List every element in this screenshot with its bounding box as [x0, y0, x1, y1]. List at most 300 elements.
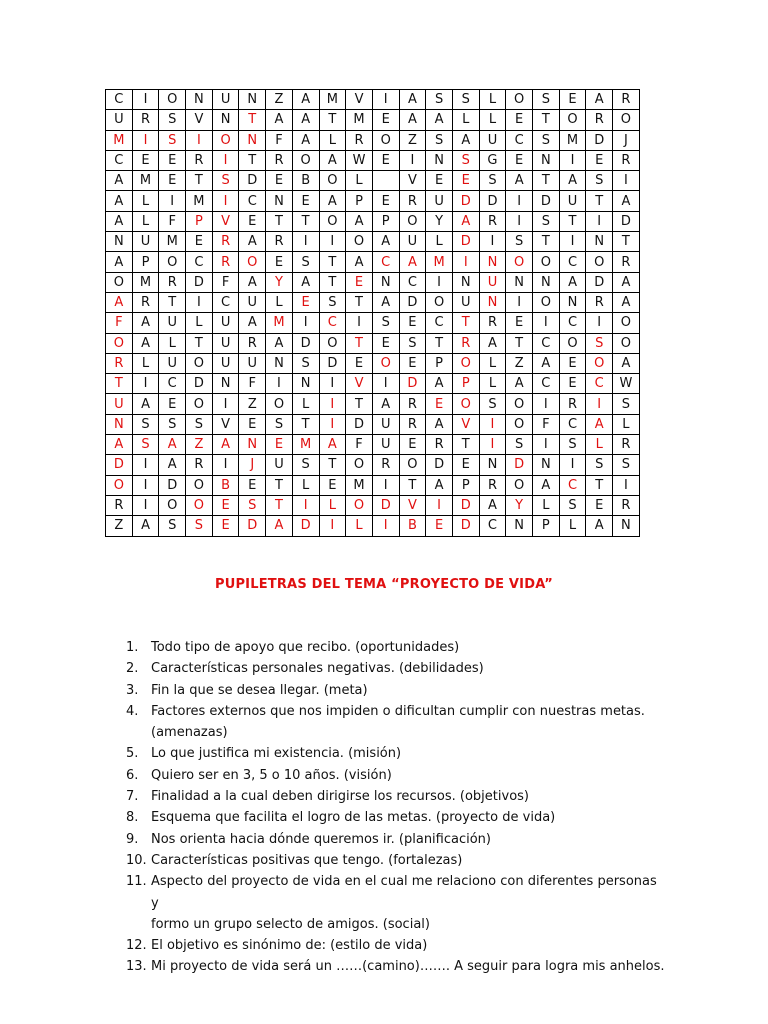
grid-cell: W — [346, 150, 373, 170]
grid-cell: O — [586, 353, 613, 373]
grid-row — [106, 455, 640, 475]
grid-cell: I — [559, 232, 586, 252]
grid-cell: D — [399, 292, 426, 312]
grid-cell: C — [426, 313, 453, 333]
grid-cell: O — [212, 130, 239, 150]
grid-cell: D — [372, 495, 399, 515]
grid-cell: I — [426, 495, 453, 515]
grid-cell: A — [292, 130, 319, 150]
grid-cell: O — [159, 90, 186, 110]
grid-cell: M — [159, 232, 186, 252]
grid-cell: R — [613, 252, 640, 272]
grid-cell: Z — [266, 90, 293, 110]
grid-cell: T — [399, 475, 426, 495]
grid-cell: N — [426, 150, 453, 170]
clue-text: Fin la que se desea llegar. (meta) — [151, 682, 368, 698]
page-title: PUPILETRAS DEL TEMA “PROYECTO DE VIDA” — [214, 577, 554, 592]
grid-cell: I — [479, 232, 506, 252]
grid-cell: O — [159, 495, 186, 515]
grid-cell: U — [132, 232, 159, 252]
grid-cell: T — [266, 495, 293, 515]
grid-row — [106, 475, 640, 495]
grid-cell: I — [186, 130, 213, 150]
grid-cell: V — [346, 374, 373, 394]
grid-cell: F — [239, 374, 266, 394]
grid-cell: T — [319, 272, 346, 292]
grid-cell: O — [399, 455, 426, 475]
grid-cell: F — [212, 272, 239, 292]
grid-cell: A — [106, 435, 133, 455]
grid-cell: T — [346, 394, 373, 414]
grid-cell: F — [106, 313, 133, 333]
grid-cell: Z — [186, 435, 213, 455]
grid-row — [106, 171, 640, 191]
grid-cell: A — [506, 171, 533, 191]
grid-cell: N — [533, 272, 560, 292]
grid-row — [106, 90, 640, 110]
grid-cell: U — [212, 90, 239, 110]
grid-cell: T — [346, 292, 373, 312]
grid-cell: I — [292, 232, 319, 252]
grid-cell: C — [533, 374, 560, 394]
grid-cell: A — [266, 333, 293, 353]
grid-cell: E — [346, 272, 373, 292]
grid-cell: A — [266, 110, 293, 130]
grid-row — [106, 211, 640, 231]
grid-cell: F — [266, 130, 293, 150]
clue-number: 7. — [126, 789, 139, 805]
grid-row — [106, 110, 640, 130]
grid-cell: L — [292, 475, 319, 495]
clue-text-continued: (amenazas) — [151, 725, 228, 741]
grid-cell: U — [452, 292, 479, 312]
grid-cell: A — [452, 130, 479, 150]
grid-cell: I — [613, 171, 640, 191]
grid-cell: U — [106, 394, 133, 414]
grid-cell: S — [399, 333, 426, 353]
grid-cell: N — [292, 374, 319, 394]
clue-text: Todo tipo de apoyo que recibo. (oportunidades) — [151, 640, 460, 655]
grid-cell: M — [319, 90, 346, 110]
grid-cell: N — [239, 435, 266, 455]
grid-cell: O — [372, 353, 399, 373]
grid-row — [106, 292, 640, 312]
grid-cell: A — [239, 232, 266, 252]
grid-cell: I — [292, 495, 319, 515]
grid-cell: A — [106, 292, 133, 312]
grid-cell: C — [239, 191, 266, 211]
grid-cell: U — [212, 353, 239, 373]
grid-cell: A — [506, 374, 533, 394]
grid-cell: I — [266, 374, 293, 394]
grid-cell: L — [186, 313, 213, 333]
grid-cell: T — [319, 110, 346, 130]
grid-cell: O — [319, 211, 346, 231]
grid-cell: U — [212, 313, 239, 333]
grid-cell: S — [506, 232, 533, 252]
grid-cell: D — [506, 455, 533, 475]
grid-cell: E — [586, 495, 613, 515]
grid-cell: I — [372, 374, 399, 394]
grid-cell: A — [212, 435, 239, 455]
grid-row — [106, 394, 640, 414]
grid-cell: R — [266, 150, 293, 170]
grid-cell: N — [479, 455, 506, 475]
grid-cell: U — [239, 292, 266, 312]
grid-cell: E — [319, 475, 346, 495]
grid-cell: I — [559, 455, 586, 475]
clue-item — [126, 807, 666, 828]
grid-cell: T — [266, 475, 293, 495]
grid-cell: Z — [399, 130, 426, 150]
grid-cell: I — [586, 394, 613, 414]
grid-cell: A — [132, 333, 159, 353]
clue-number: 11. — [126, 874, 147, 890]
grid-cell: S — [132, 435, 159, 455]
grid-cell: S — [426, 130, 453, 150]
grid-row — [106, 353, 640, 373]
clue-number: 1. — [126, 640, 139, 655]
grid-cell: B — [292, 171, 319, 191]
grid-cell: T — [159, 292, 186, 312]
grid-cell: R — [479, 475, 506, 495]
grid-cell: P — [533, 516, 560, 536]
grid-cell: C — [559, 414, 586, 434]
clue-number: 10. — [126, 852, 147, 868]
grid-cell: O — [319, 171, 346, 191]
grid-cell: L — [346, 171, 373, 191]
word-search-grid — [105, 89, 640, 537]
grid-cell: I — [506, 191, 533, 211]
grid-cell: R — [452, 333, 479, 353]
grid-cell: E — [239, 475, 266, 495]
grid-row — [106, 516, 640, 536]
grid-cell: U — [372, 435, 399, 455]
grid-cell: N — [239, 130, 266, 150]
grid-cell: N — [212, 110, 239, 130]
grid-cell: O — [613, 313, 640, 333]
grid-cell: S — [239, 495, 266, 515]
grid-cell: I — [132, 455, 159, 475]
grid-cell: I — [132, 475, 159, 495]
grid-cell: I — [212, 455, 239, 475]
grid-row — [106, 252, 640, 272]
grid-cell: C — [212, 292, 239, 312]
grid-cell: C — [479, 516, 506, 536]
grid-cell: O — [106, 272, 133, 292]
grid-cell: U — [372, 414, 399, 434]
grid-cell: I — [132, 90, 159, 110]
grid-cell: U — [479, 130, 506, 150]
clue-number: 4. — [126, 703, 139, 719]
grid-cell: E — [266, 252, 293, 272]
grid-cell: I — [319, 374, 346, 394]
grid-cell: T — [346, 333, 373, 353]
grid-cell: N — [239, 90, 266, 110]
grid-cell: I — [346, 313, 373, 333]
grid-cell: L — [559, 516, 586, 536]
grid-cell: U — [266, 455, 293, 475]
grid-cell: J — [613, 130, 640, 150]
grid-cell: O — [613, 333, 640, 353]
grid-cell: S — [292, 455, 319, 475]
grid-cell: V — [186, 110, 213, 130]
grid-cell: O — [239, 252, 266, 272]
clue-item — [126, 786, 666, 807]
grid-cell: A — [106, 252, 133, 272]
grid-cell: T — [186, 171, 213, 191]
grid-cell: E — [559, 353, 586, 373]
grid-cell: P — [452, 475, 479, 495]
grid-cell: L — [479, 374, 506, 394]
grid-cell: A — [159, 435, 186, 455]
grid-cell: I — [132, 130, 159, 150]
grid-row — [106, 150, 640, 170]
grid-cell: A — [106, 191, 133, 211]
grid-cell: R — [586, 110, 613, 130]
grid-cell: T — [452, 313, 479, 333]
grid-cell: L — [319, 495, 346, 515]
grid-cell: S — [186, 414, 213, 434]
grid-cell: M — [346, 110, 373, 130]
grid-cell: A — [399, 110, 426, 130]
grid-cell: A — [372, 232, 399, 252]
grid-cell: M — [426, 252, 453, 272]
grid-cell: R — [212, 232, 239, 252]
clue-text: Características personales negativas. (debilidades) — [151, 661, 484, 677]
grid-cell: T — [533, 110, 560, 130]
grid-cell: E — [186, 232, 213, 252]
grid-cell: W — [613, 374, 640, 394]
grid-cell: L — [533, 495, 560, 515]
grid-cell: C — [399, 272, 426, 292]
grid-cell: O — [399, 211, 426, 231]
grid-cell: Z — [239, 394, 266, 414]
grid-cell: E — [399, 353, 426, 373]
clue-text: Quiero ser en 3, 5 o 10 años. (visión) — [151, 767, 392, 783]
grid-cell: L — [479, 90, 506, 110]
grid-cell: N — [559, 292, 586, 312]
grid-cell: T — [533, 171, 560, 191]
grid-cell: A — [132, 394, 159, 414]
clue-text: Mi proyecto de vida será un ……(camino)……. A seguir para logra mis anhelos. — [151, 959, 665, 975]
grid-cell: A — [292, 90, 319, 110]
clue-text: Factores externos que nos impiden o dificultan cumplir con nuestras metas. — [151, 703, 645, 719]
grid-cell: A — [319, 150, 346, 170]
grid-cell: E — [506, 110, 533, 130]
grid-cell: N — [106, 232, 133, 252]
grid-cell: O — [106, 333, 133, 353]
grid-cell: L — [319, 130, 346, 150]
grid-cell: O — [426, 292, 453, 312]
grid-cell: D — [346, 414, 373, 434]
grid-cell: A — [372, 292, 399, 312]
grid-cell: M — [132, 272, 159, 292]
grid-cell: N — [533, 150, 560, 170]
word-search-grid-body — [106, 90, 640, 537]
grid-cell: T — [533, 232, 560, 252]
grid-cell: A — [479, 495, 506, 515]
clue-item — [126, 829, 666, 850]
grid-cell: L — [426, 232, 453, 252]
clue-text: Lo que justifica mi existencia. (misión) — [151, 746, 402, 762]
grid-cell: I — [132, 495, 159, 515]
grid-cell: S — [533, 90, 560, 110]
grid-row — [106, 414, 640, 434]
grid-cell: A — [533, 475, 560, 495]
grid-cell: R — [586, 292, 613, 312]
grid-cell: N — [506, 272, 533, 292]
grid-cell: R — [132, 292, 159, 312]
grid-cell: E — [212, 516, 239, 536]
grid-cell: S — [159, 110, 186, 130]
grid-cell: S — [292, 252, 319, 272]
grid-cell: T — [613, 232, 640, 252]
grid-cell: D — [319, 353, 346, 373]
clue-item — [126, 743, 666, 764]
grid-cell: I — [533, 394, 560, 414]
grid-cell: E — [292, 292, 319, 312]
grid-cell: C — [159, 374, 186, 394]
clue-item — [126, 701, 666, 744]
clue-text: Aspecto del proyecto de vida en el cual me relaciono con diferentes personas y — [151, 874, 657, 911]
grid-cell: O — [506, 252, 533, 272]
grid-cell: R — [559, 394, 586, 414]
grid-cell: F — [533, 414, 560, 434]
clue-number: 9. — [126, 831, 139, 847]
grid-cell: E — [586, 150, 613, 170]
grid-cell: T — [266, 211, 293, 231]
grid-cell: O — [186, 353, 213, 373]
grid-cell: I — [479, 435, 506, 455]
grid-cell: N — [212, 374, 239, 394]
grid-row — [106, 333, 640, 353]
grid-cell: R — [346, 130, 373, 150]
grid-cell: E — [426, 516, 453, 536]
grid-cell: O — [186, 475, 213, 495]
grid-cell: L — [613, 414, 640, 434]
grid-cell: I — [399, 150, 426, 170]
grid-cell: B — [212, 475, 239, 495]
grid-cell: A — [372, 394, 399, 414]
clue-text: El objetivo es sinónimo de: (estilo de vida) — [151, 938, 428, 954]
grid-cell: V — [399, 495, 426, 515]
grid-cell: D — [426, 455, 453, 475]
grid-cell: D — [586, 272, 613, 292]
grid-row — [106, 495, 640, 515]
grid-cell: M — [132, 171, 159, 191]
grid-cell: E — [372, 191, 399, 211]
grid-cell: F — [159, 211, 186, 231]
grid-cell: C — [372, 252, 399, 272]
grid-cell: A — [559, 272, 586, 292]
grid-cell: E — [266, 171, 293, 191]
grid-cell: E — [132, 150, 159, 170]
grid-cell: S — [613, 394, 640, 414]
grid-cell: A — [239, 313, 266, 333]
grid-cell: I — [533, 313, 560, 333]
grid-cell: C — [559, 252, 586, 272]
grid-cell: P — [426, 353, 453, 373]
clue-number: 8. — [126, 810, 139, 826]
grid-cell: S — [452, 150, 479, 170]
grid-cell: R — [266, 232, 293, 252]
grid-cell: T — [586, 191, 613, 211]
grid-cell: I — [292, 313, 319, 333]
clue-item — [126, 637, 666, 658]
clue-item — [126, 956, 666, 977]
grid-cell: E — [159, 394, 186, 414]
grid-cell: I — [319, 414, 346, 434]
grid-cell: A — [452, 211, 479, 231]
grid-cell: E — [266, 435, 293, 455]
grid-cell: U — [159, 353, 186, 373]
grid-cell: R — [479, 211, 506, 231]
grid-cell: T — [506, 333, 533, 353]
grid-cell: L — [346, 516, 373, 536]
grid-cell: M — [559, 130, 586, 150]
grid-cell: V — [399, 171, 426, 191]
clue-item — [126, 765, 666, 786]
grid-cell: A — [479, 333, 506, 353]
grid-cell: S — [613, 455, 640, 475]
grid-cell: D — [292, 516, 319, 536]
grid-cell: S — [186, 516, 213, 536]
grid-cell: S — [533, 211, 560, 231]
grid-cell: A — [586, 90, 613, 110]
grid-cell: O — [186, 394, 213, 414]
grid-cell: A — [613, 272, 640, 292]
grid-cell: O — [506, 90, 533, 110]
grid-cell: A — [346, 252, 373, 272]
grid-cell: R — [399, 191, 426, 211]
grid-cell: I — [559, 150, 586, 170]
grid-cell: A — [559, 171, 586, 191]
grid-cell: T — [319, 252, 346, 272]
grid-cell: E — [159, 171, 186, 191]
grid-cell: O — [346, 455, 373, 475]
grid-cell: O — [506, 414, 533, 434]
grid-cell: C — [319, 313, 346, 333]
grid-cell: T — [586, 475, 613, 495]
grid-cell: M — [292, 435, 319, 455]
grid-cell: T — [239, 150, 266, 170]
grid-cell: N — [372, 272, 399, 292]
grid-cell: A — [426, 475, 453, 495]
grid-cell: A — [533, 353, 560, 373]
grid-cell: U — [399, 232, 426, 252]
grid-cell: T — [426, 333, 453, 353]
grid-cell: O — [372, 130, 399, 150]
grid-cell: R — [399, 414, 426, 434]
grid-cell: V — [212, 414, 239, 434]
grid-cell: A — [319, 435, 346, 455]
grid-cell: T — [292, 414, 319, 434]
grid-cell: L — [132, 353, 159, 373]
grid-cell: R — [426, 435, 453, 455]
grid-cell: E — [372, 150, 399, 170]
grid-cell: E — [372, 333, 399, 353]
grid-cell: T — [292, 211, 319, 231]
grid-cell: P — [132, 252, 159, 272]
grid-cell: D — [452, 495, 479, 515]
grid-cell: O — [186, 495, 213, 515]
grid-cell: D — [292, 333, 319, 353]
grid-cell: S — [132, 414, 159, 434]
grid-cell: C — [586, 374, 613, 394]
grid-cell: M — [106, 130, 133, 150]
grid-cell: O — [159, 252, 186, 272]
